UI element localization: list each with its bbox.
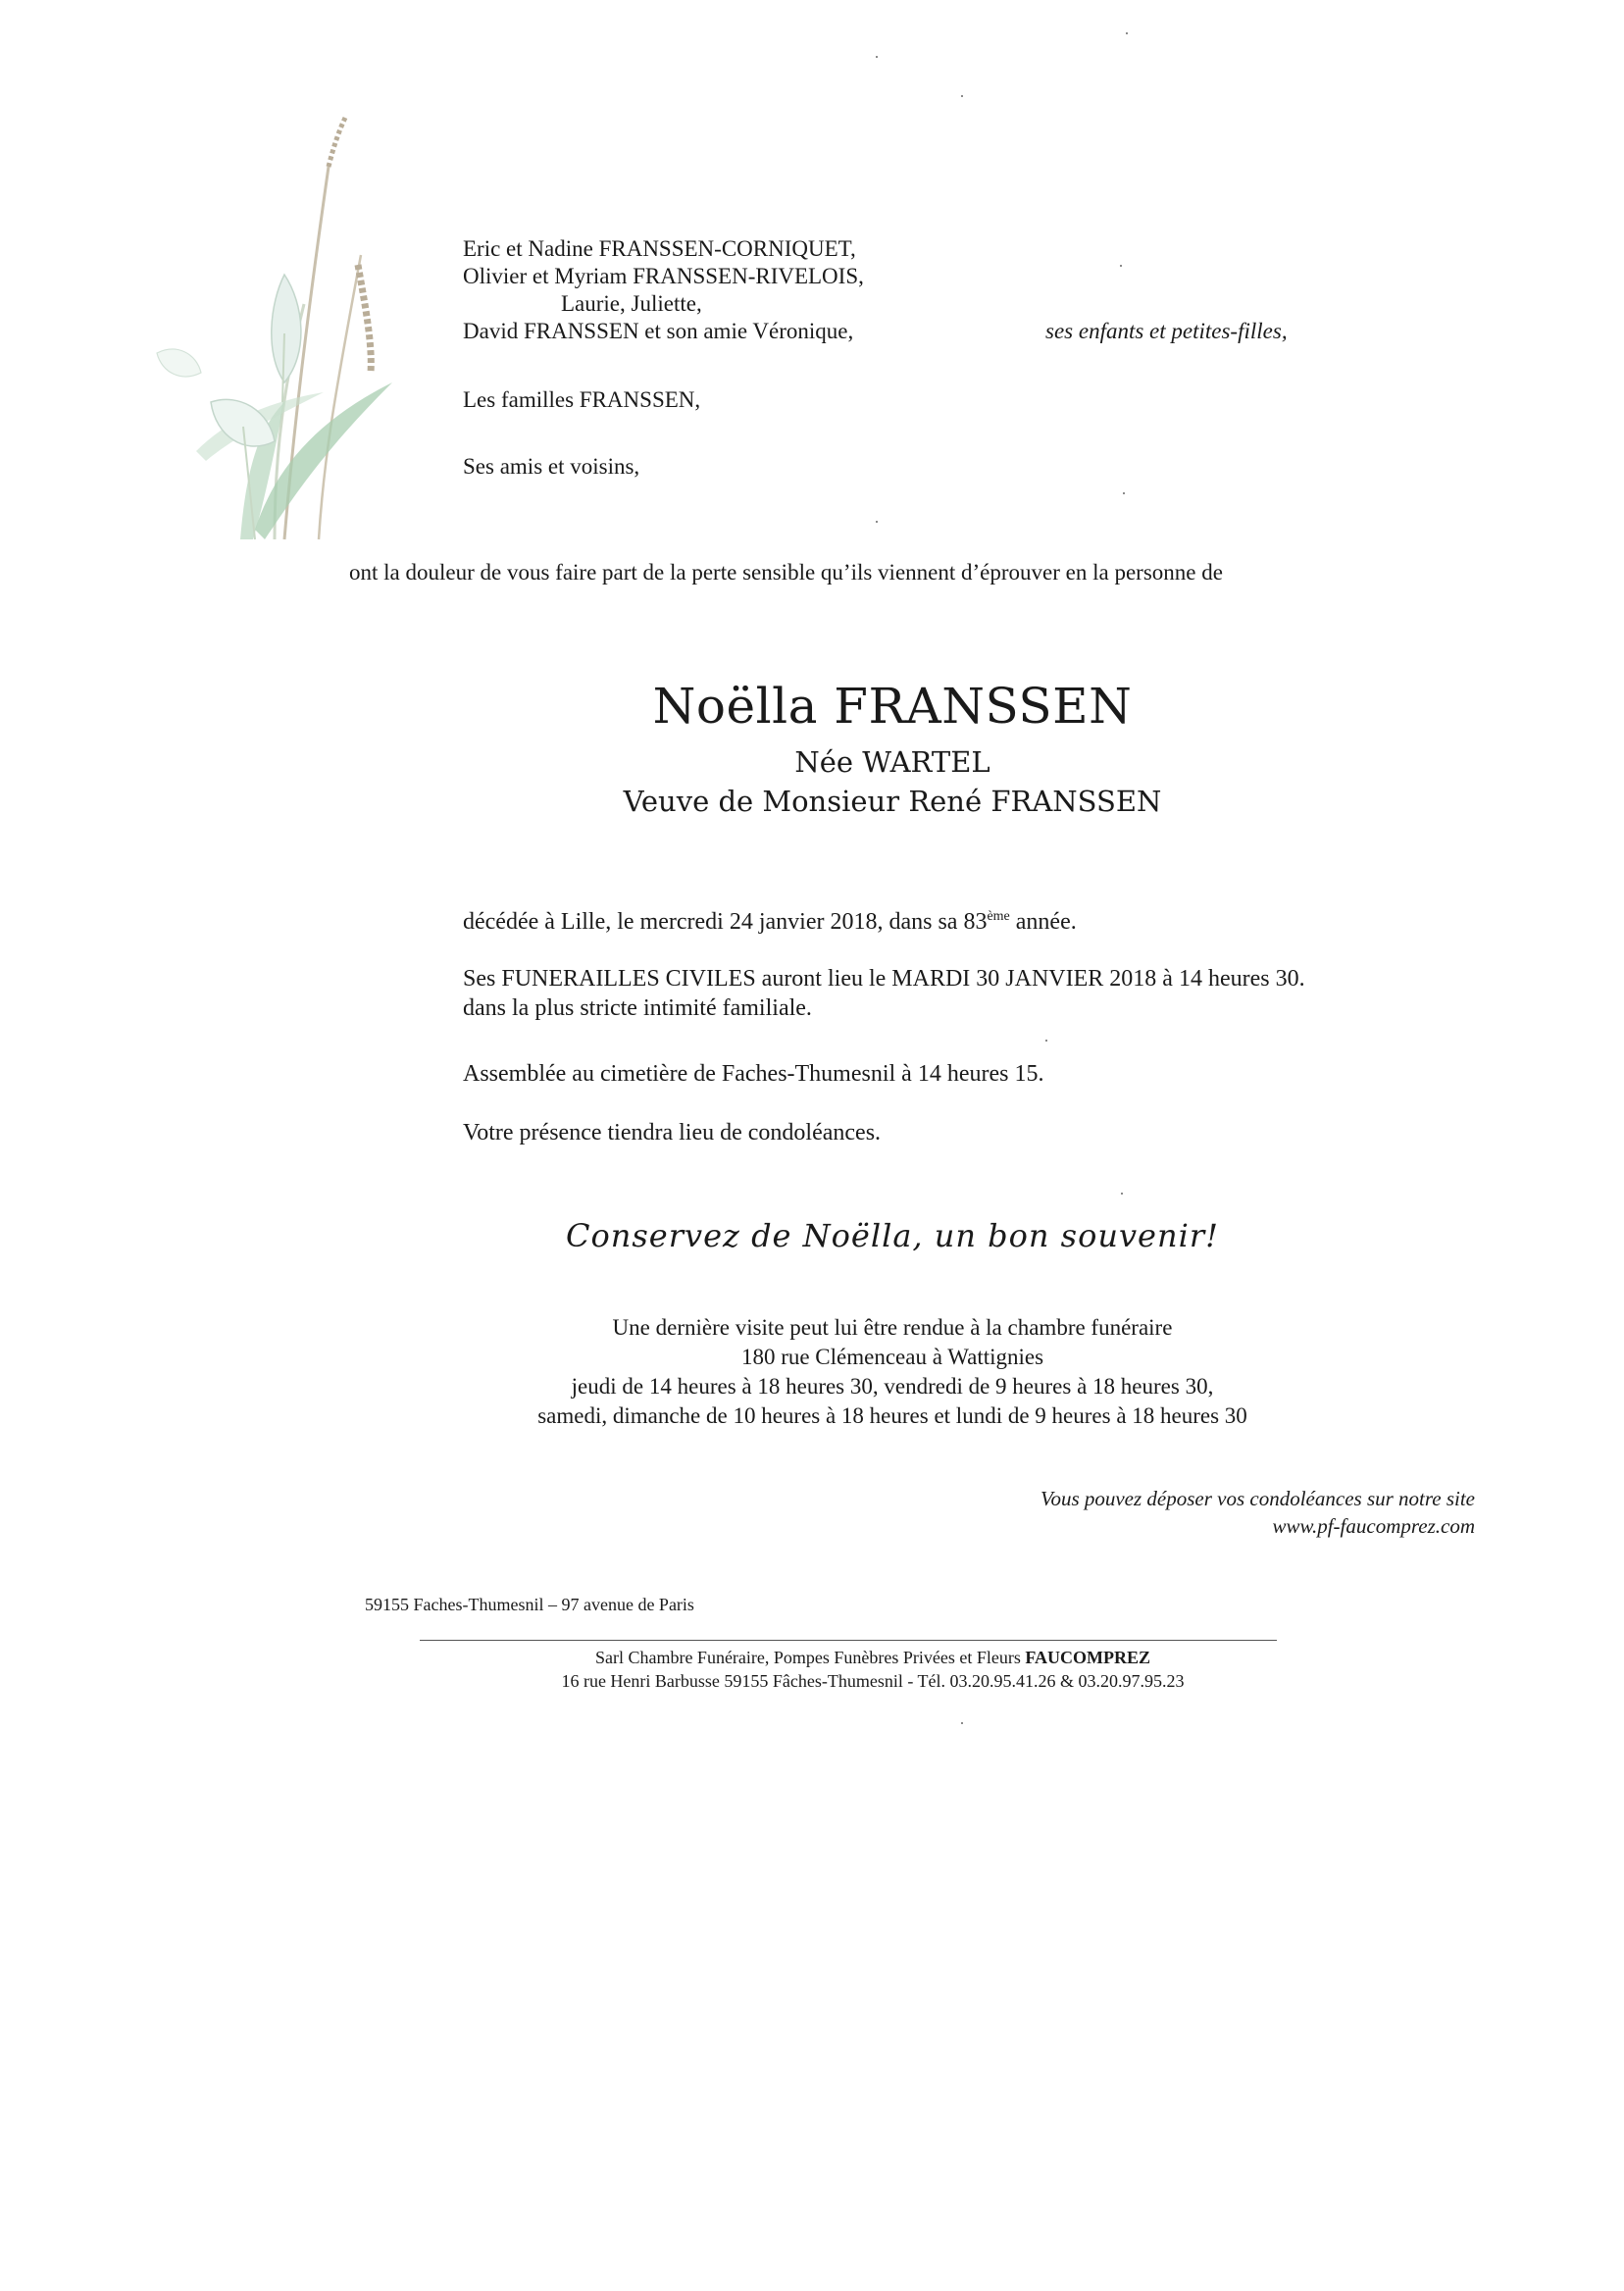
online-condolences-text: Vous pouvez déposer vos condoléances sur notre site bbox=[1040, 1487, 1475, 1510]
footer-company bbox=[431, 1646, 1314, 1669]
family-line-3: Laurie, Juliette, bbox=[561, 291, 702, 316]
death-ordinal: ème bbox=[987, 909, 1010, 924]
scan-speck bbox=[1120, 265, 1122, 267]
visit-line-1: Une dernière visite peut lui être rendue à la chambre funéraire bbox=[612, 1315, 1173, 1340]
script-message: Conservez de Noëlla, un bon souvenir! bbox=[566, 1217, 1219, 1254]
assembly-line: Assemblée au cimetière de Faches-Thumesnil à 14 heures 15. bbox=[463, 1061, 1044, 1087]
condolences-line: Votre présence tiendra lieu de condoléances. bbox=[463, 1120, 882, 1146]
funeral-line-1: Ses FUNERAILLES CIVILES auront lieu le MARDI 30 JANVIER 2018 à 14 heures 30. bbox=[463, 966, 1305, 992]
deceased-widow-line: Veuve de Monsieur René FRANSSEN bbox=[623, 785, 1162, 818]
family-line-4: David FRANSSEN et son amie Véronique, bbox=[463, 319, 854, 343]
scan-speck bbox=[876, 56, 878, 58]
scan-speck bbox=[1045, 1040, 1047, 1042]
death-suffix: année. bbox=[1009, 909, 1077, 935]
death-line bbox=[463, 902, 1077, 937]
visit-line-2: 180 rue Clémenceau à Wattignies bbox=[740, 1345, 1044, 1369]
scan-speck bbox=[1126, 32, 1128, 34]
calla-lily-flower-icon bbox=[137, 108, 402, 549]
deceased-name: Noëlla FRANSSEN bbox=[652, 678, 1133, 735]
scan-speck bbox=[1121, 1193, 1123, 1195]
footer-company-name: FAUCOMPREZ bbox=[1025, 1648, 1151, 1667]
scan-speck bbox=[1123, 492, 1125, 494]
announcement-line: ont la douleur de vous faire part de la perte sensible qu’ils viennent d’éprouver en la personne de bbox=[349, 560, 1223, 585]
friends-line: Ses amis et voisins, bbox=[463, 454, 640, 479]
scan-speck bbox=[961, 1722, 963, 1724]
family-line-2: Olivier et Myriam FRANSSEN-RIVELOIS, bbox=[463, 264, 864, 288]
visit-line-4: samedi, dimanche de 10 heures à 18 heures et lundi de 9 heures à 18 heures 30 bbox=[537, 1403, 1247, 1428]
website-link[interactable]: www.pf-faucomprez.com bbox=[1272, 1514, 1475, 1538]
families-line: Les familles FRANSSEN, bbox=[463, 387, 701, 412]
footer-contact: 16 rue Henri Barbusse 59155 Fâches-Thumesnil - Tél. 03.20.95.41.26 & 03.20.97.95.23 bbox=[561, 1671, 1185, 1691]
footer-company-text: Sarl Chambre Funéraire, Pompes Funèbres Privées et Fleurs bbox=[594, 1648, 1026, 1667]
family-line-1: Eric et Nadine FRANSSEN-CORNIQUET, bbox=[463, 236, 856, 261]
family-relation: ses enfants et petites-filles, bbox=[1045, 319, 1288, 343]
footer-divider bbox=[420, 1640, 1277, 1641]
deceased-maiden-name: Née WARTEL bbox=[794, 745, 990, 779]
scan-speck bbox=[876, 521, 878, 523]
scan-speck bbox=[961, 95, 963, 97]
footer-address: 59155 Faches-Thumesnil – 97 avenue de Paris bbox=[365, 1595, 694, 1614]
visit-line-3: jeudi de 14 heures à 18 heures 30, vendredi de 9 heures à 18 heures 30, bbox=[571, 1374, 1214, 1399]
death-text: décédée à Lille, le mercredi 24 janvier 2018, dans sa 83 bbox=[463, 909, 988, 935]
funeral-line-2: dans la plus stricte intimité familiale. bbox=[463, 995, 812, 1021]
